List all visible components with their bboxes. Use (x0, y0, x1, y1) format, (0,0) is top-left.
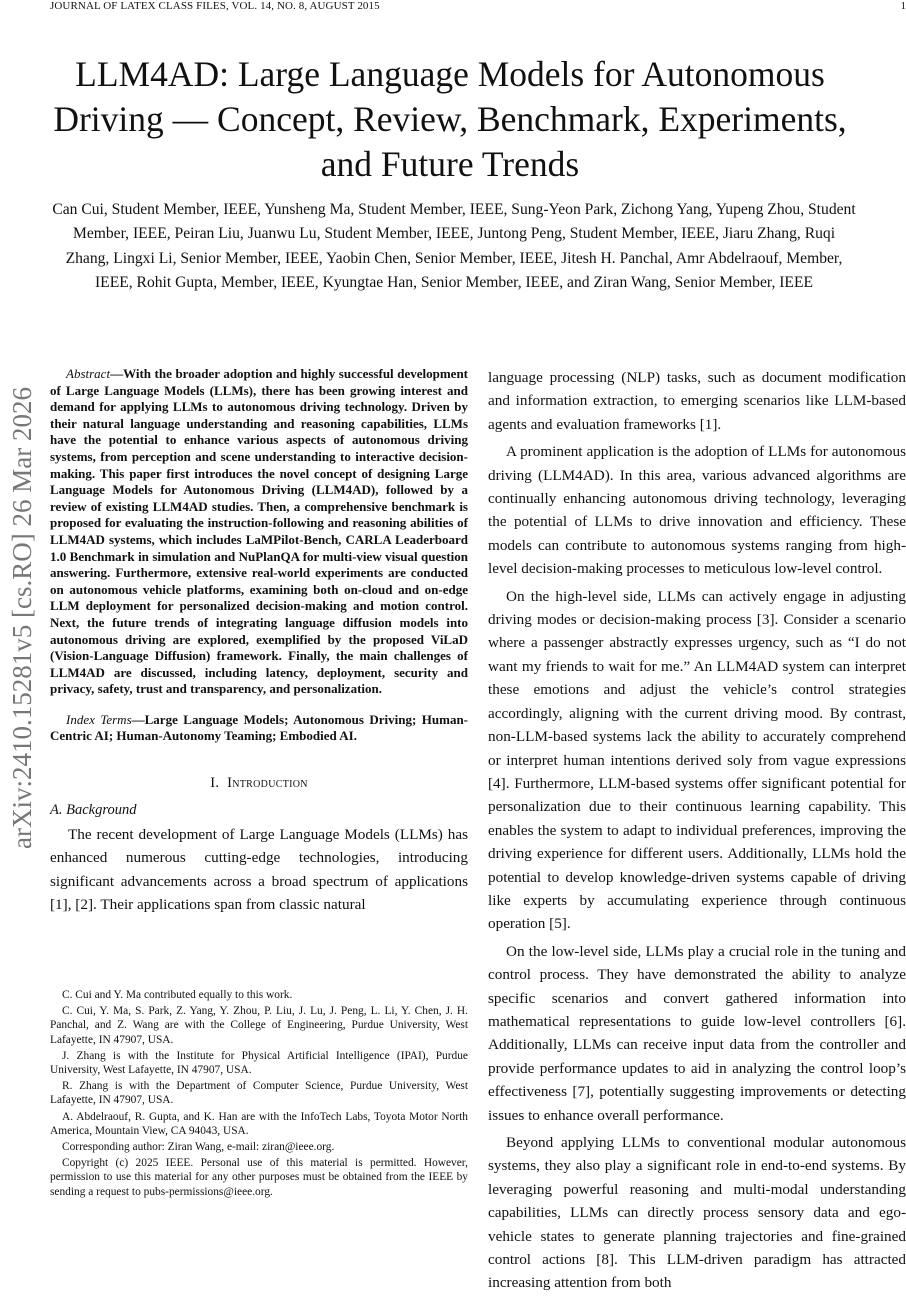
author-list: Can Cui, Student Member, IEEE, Yunsheng Ma, Student Member, IEEE, Sung-Yeon Park, Zichong Yang, Yupeng Zhou, Student Member, IEEE, Peiran Liu, Juanwu Lu, Student Member, IEEE, Juntong Peng, Student Member, IEEE, Jiaru Zhang, Ruqi Zhang, Lingxi Li, Senior Member, IEEE, Yaobin Chen, Senior Member, IEEE, Jitesh H. Panchal, Amr Abdelraouf, Member, IEEE, Rohit Gupta, Member, IEEE, Kyungtae Han, Senior Member, IEEE, and Ziran Wang, Senior Member, IEEE (50, 198, 858, 295)
index-terms-text: —Large Language Models; Autonomous Driving; Human-Centric AI; Human-Autonomy Teaming; Embodied AI. (50, 712, 468, 744)
running-header: JOURNAL OF LATEX CLASS FILES, VOL. 14, NO. 8, AUGUST 2015 (50, 0, 380, 12)
footnotes (50, 988, 468, 1201)
abstract (50, 366, 468, 698)
index-terms (50, 712, 468, 745)
body-paragraph: A prominent application is the adoption of LLMs for autonomous driving (LLM4AD). In this area, various advanced algorithms are continually enhancing autonomous driving technology, leveraging the potential of LLMs to drive innovation and efficiency. These models can contribute to autonomous systems ranging from high-level decision-making processes to meticulous low-level control. (488, 440, 906, 580)
right-column (488, 366, 906, 1299)
body-paragraph: language processing (NLP) tasks, such as document modification and information extraction, to emerging scenarios like LLM-based agents and evaluation frameworks [1]. (488, 366, 906, 436)
arxiv-stamp: arXiv:2410.15281v5 [cs.RO] 26 Mar 2026 (4, 338, 40, 898)
page-number: 1 (901, 0, 906, 12)
footnote: R. Zhang is with the Department of Computer Science, Purdue University, West Lafayette, IN 47907, USA. (50, 1079, 468, 1107)
section-title: Introduction (227, 775, 308, 791)
paper-title: LLM4AD: Large Language Models for Autonomous Driving — Concept, Review, Benchmark, Experiments, and Future Trends (50, 52, 850, 187)
body-paragraph: Beyond applying LLMs to conventional modular autonomous systems, they also play a significant role in end-to-end systems. By leveraging powerful reasoning and multi-modal understanding capabilities, LLMs can directly process sensory data and ego-vehicle states to generate planning trajectories and fine-grained control actions [8]. This LLM-driven paradigm has attracted increasing attention from both (488, 1131, 906, 1295)
abstract-label: Abstract (66, 366, 110, 381)
section-number: I. (210, 775, 219, 791)
left-column (50, 366, 468, 917)
index-terms-label: Index Terms (66, 712, 132, 727)
subsection-heading: A. Background (50, 802, 468, 819)
footnote: A. Abdelraouf, R. Gupta, and K. Han are with the InfoTech Labs, Toyota Motor North America, Mountain View, CA 94043, USA. (50, 1110, 468, 1138)
body-paragraph: On the low-level side, LLMs play a crucial role in the tuning and control process. They have demonstrated the ability to analyze specific scenarios and convert gathered information into mathematical representations to guide low-level controllers [6]. Additionally, LLMs can receive input data from the controller and provide performance updates to aid in analyzing the control loop’s effectiveness [7], potentially suggesting improvements or detecting issues to enhance overall performance. (488, 940, 906, 1127)
footnote: J. Zhang is with the Institute for Physical Artificial Intelligence (IPAI), Purdue University, West Lafayette, IN 47907, USA. (50, 1049, 468, 1077)
footnote: C. Cui and Y. Ma contributed equally to this work. (50, 988, 468, 1002)
footnote: Corresponding author: Ziran Wang, e-mail: ziran@ieee.org. (50, 1140, 468, 1154)
body-paragraph: On the high-level side, LLMs can actively engage in adjusting driving modes or decision-making process [3]. Consider a scenario where a passenger abstractly expresses urgency, such as “I do not want my friends to wait for me.” An LLM4AD system can interpret these emotions and adjust the vehicle’s control strategies accordingly, aligning with the current driving mood. By contrast, non-LLM-based systems lack the ability to accurately comprehend or interpret human intentions derived soly from vague expressions [4]. Furthermore, LLM-based systems offer significant potential for personalization due to their continuous learning capability. This enables the system to adapt to individual preferences, improving the driving experience for different users. Additionally, LLMs hold the potential to develop knowledge-driven systems capable of driving like experts by accumulating experience through continuous operation [5]. (488, 585, 906, 936)
footnote: Copyright (c) 2025 IEEE. Personal use of this material is permitted. However, permission to use this material for any other purposes must be obtained from the IEEE by sending a request to pubs-permissions@ieee.org. (50, 1156, 468, 1199)
section-heading (50, 775, 468, 792)
intro-paragraph: The recent development of Large Language Models (LLMs) has enhanced numerous cutting-edge technologies, introducing significant advancements across a broad spectrum of applications [1], [2]. Their applications span from classic natural (50, 823, 468, 917)
abstract-text: —With the broader adoption and highly successful development of Large Language Models (LLMs), there has been growing interest and demand for applying LLMs to autonomous driving technology. Driven by their natural language understanding and reasoning capabilities, LLMs have the potential to enhance various aspects of autonomous driving systems, from perception and scene understanding to interactive decision-making. This paper first introduces the novel concept of designing Large Language Models for Autonomous Driving (LLM4AD), followed by a review of existing LLM4AD studies. Then, a comprehensive benchmark is proposed for evaluating the instruction-following and reasoning abilities of LLM4AD systems, which includes LaMPilot-Bench, CARLA Leaderboard 1.0 Benchmark in simulation and NuPlanQA for multi-view visual question answering. Furthermore, extensive real-world experiments are conducted on autonomous vehicle platforms, examining both on-cloud and on-edge LLM deployment for personalized decision-making and motion control. Next, the future trends of integrating language diffusion models into autonomous driving are explored, exemplified by the proposed ViLaD (Vision-Language Diffusion) framework. Finally, the main challenges of LLM4AD are discussed, including latency, deployment, security and privacy, safety, trust and transparency, and personalization. (50, 366, 468, 696)
footnote: C. Cui, Y. Ma, S. Park, Z. Yang, Y. Zhou, P. Liu, J. Lu, J. Peng, L. Li, Y. Chen, J. H. Panchal, and Z. Wang are with the College of Engineering, Purdue University, West Lafayette, IN 47907, USA. (50, 1004, 468, 1047)
